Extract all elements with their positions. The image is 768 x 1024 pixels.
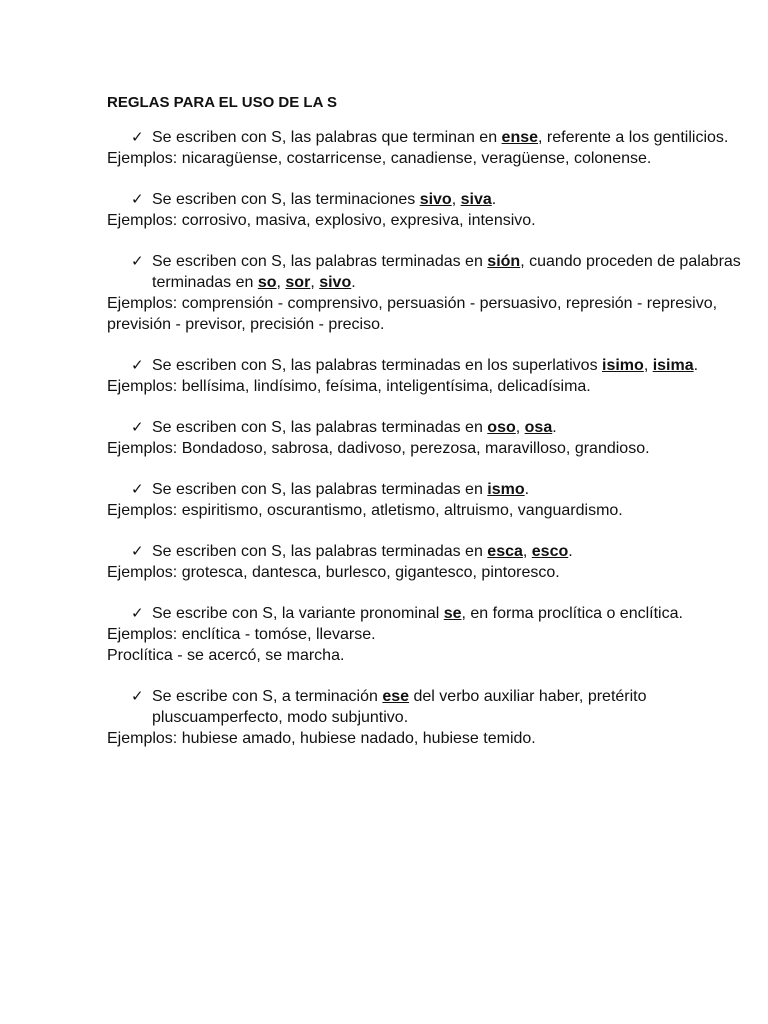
rule-examples: Ejemplos: comprensión - comprensivo, persuasión - persuasivo, represión - represivo, previsión - previsor, precisión - preciso. <box>107 295 718 333</box>
rule-text: Se escriben con S, las palabras terminadas en <box>152 253 488 270</box>
rule-text: Se escribe con S, a terminación <box>152 688 383 705</box>
rule-item <box>107 417 747 459</box>
rule-keyword: sión <box>487 253 521 270</box>
rule-item <box>107 355 747 397</box>
rule-examples: Proclítica - se acercó, se marcha. <box>107 647 345 664</box>
rule-text: , <box>276 274 286 291</box>
rule-keyword: isimo <box>602 357 644 374</box>
rule-keyword: sivo <box>419 191 452 208</box>
rule-text: , <box>522 543 532 560</box>
rule-item <box>107 686 747 749</box>
rule-keyword: isima <box>652 357 694 374</box>
rule-statement <box>107 127 747 148</box>
rule-text: , cuando proceden de palabras terminadas en <box>152 253 741 291</box>
rule-keyword: so <box>257 274 277 291</box>
checkmark-icon: ✓ <box>131 687 144 705</box>
rule-item <box>107 127 747 169</box>
rule-examples: Ejemplos: hubiese amado, hubiese nadado, hubiese temido. <box>107 730 536 747</box>
checkmark-icon: ✓ <box>131 542 144 560</box>
checkmark-icon: ✓ <box>131 356 144 374</box>
rule-text: Se escriben con S, las palabras que terminan en <box>152 129 502 146</box>
rule-text: Se escriben con S, las palabras terminadas en <box>152 419 488 436</box>
rule-statement <box>107 251 747 293</box>
checkmark-icon: ✓ <box>131 190 144 208</box>
rule-text: . <box>693 357 699 374</box>
rule-item <box>107 189 747 231</box>
rule-text: , <box>515 419 525 436</box>
rule-text: , <box>643 357 653 374</box>
rule-statement <box>107 603 747 624</box>
rule-examples: Ejemplos: grotesca, dantesca, burlesco, gigantesco, pintoresco. <box>107 564 560 581</box>
rule-text: , en forma proclítica o enclítica. <box>461 605 683 622</box>
rule-statement <box>107 189 747 210</box>
rule-text: , referente a los gentilicios. <box>538 129 729 146</box>
checkmark-icon: ✓ <box>131 252 144 270</box>
rule-text: , <box>310 274 320 291</box>
rule-examples: Ejemplos: Bondadoso, sabrosa, dadivoso, perezosa, maravilloso, grandioso. <box>107 440 650 457</box>
rule-text: Se escriben con S, las palabras terminadas en <box>152 543 488 560</box>
rule-statement <box>107 355 747 376</box>
rule-keyword: osa <box>524 419 553 436</box>
rule-text: Se escribe con S, la variante pronominal <box>152 605 444 622</box>
checkmark-icon: ✓ <box>131 128 144 146</box>
rule-text: . <box>351 274 356 291</box>
rule-keyword: se <box>443 605 462 622</box>
rule-text: . <box>568 543 573 560</box>
rule-keyword: ismo <box>487 481 525 498</box>
rule-examples: Ejemplos: enclítica - tomóse, llevarse. <box>107 626 376 643</box>
rule-keyword: esca <box>487 543 523 560</box>
document-title: REGLAS PARA EL USO DE LA S <box>107 94 338 111</box>
rule-examples: Ejemplos: espiritismo, oscurantismo, atletismo, altruismo, vanguardismo. <box>107 502 623 519</box>
rule-examples: Ejemplos: corrosivo, masiva, explosivo, expresiva, intensivo. <box>107 212 536 229</box>
rule-text: del verbo auxiliar haber, pretérito pluscuamperfecto, modo subjuntivo. <box>152 688 647 726</box>
rule-item <box>107 251 747 335</box>
rule-item <box>107 603 747 666</box>
rule-item <box>107 479 747 521</box>
rule-keyword: siva <box>460 191 492 208</box>
rule-text: Se escriben con S, las palabras terminadas en <box>152 481 488 498</box>
rule-text: . <box>491 191 497 208</box>
rule-text: , <box>451 191 461 208</box>
rule-keyword: ese <box>382 688 410 705</box>
rule-keyword: oso <box>487 419 516 436</box>
rules-list <box>107 127 747 749</box>
rule-examples: Ejemplos: nicaragüense, costarricense, canadiense, veragüense, colonense. <box>107 150 652 167</box>
rule-keyword: esco <box>531 543 569 560</box>
rule-examples: Ejemplos: bellísima, lindísimo, feísima, inteligentísima, delicadísima. <box>107 378 591 395</box>
rule-keyword: sivo <box>319 274 352 291</box>
rule-text: . <box>552 419 557 436</box>
rule-statement <box>107 686 747 728</box>
rule-text: Se escriben con S, las palabras terminadas en los superlativos <box>152 357 603 374</box>
rule-keyword: sor <box>285 274 311 291</box>
checkmark-icon: ✓ <box>131 604 144 622</box>
document-page <box>107 92 747 769</box>
rule-statement <box>107 541 747 562</box>
checkmark-icon: ✓ <box>131 480 144 498</box>
rule-keyword: ense <box>501 129 539 146</box>
rule-item <box>107 541 747 583</box>
rule-text: . <box>524 481 530 498</box>
checkmark-icon: ✓ <box>131 418 144 436</box>
rule-statement <box>107 417 747 438</box>
rule-text: Se escriben con S, las terminaciones <box>152 191 420 208</box>
rule-statement <box>107 479 747 500</box>
